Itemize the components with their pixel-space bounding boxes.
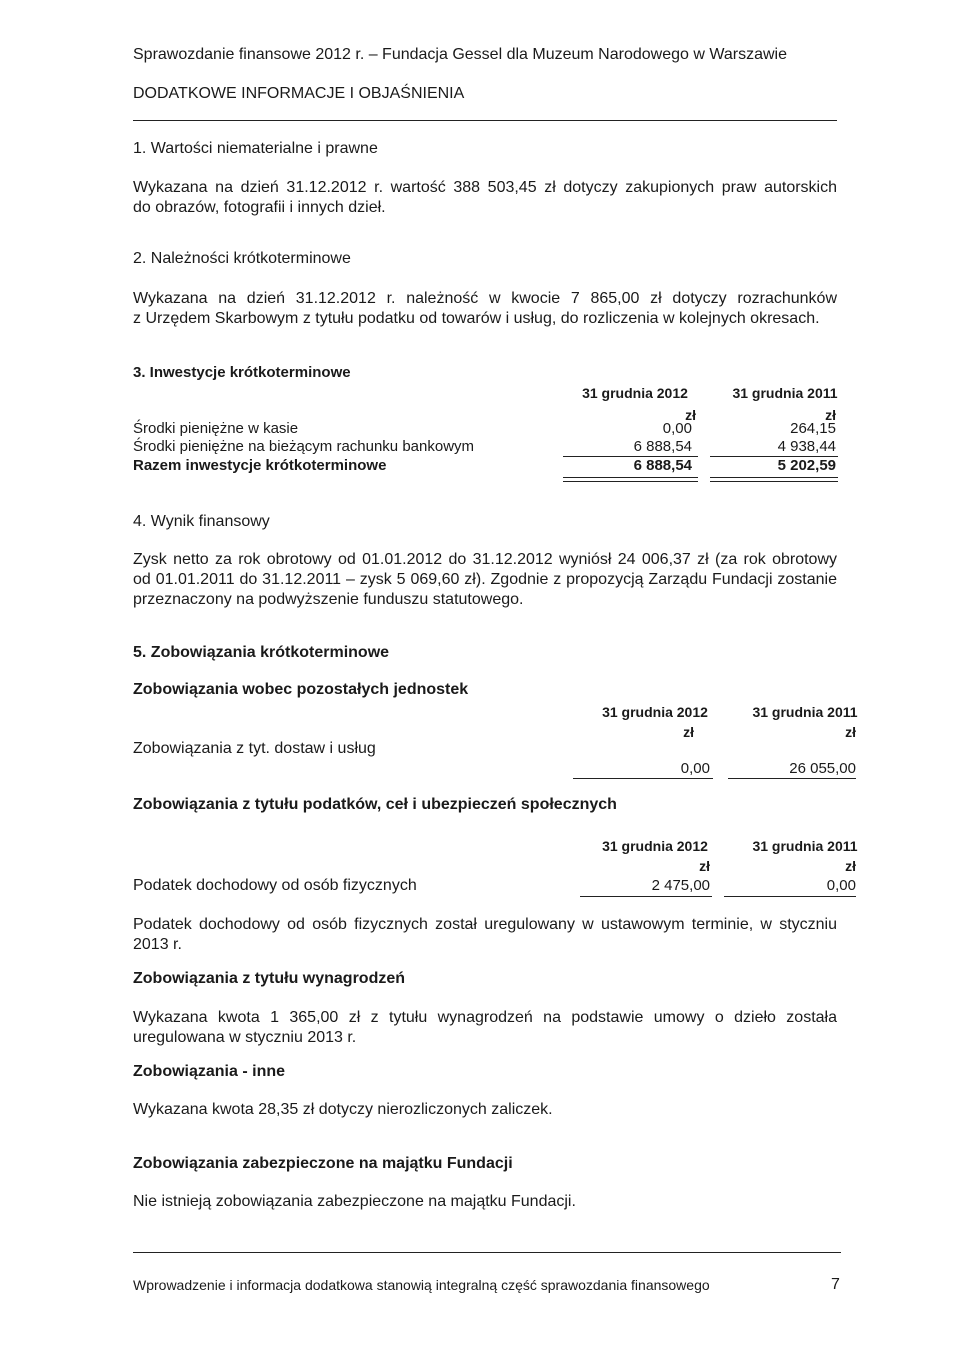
s3-total-label: Razem inwestycje krótkoterminowe (133, 457, 387, 474)
s4-heading: 4. Wynik finansowy (133, 513, 270, 530)
s3-row2-label: Środki pieniężne na bieżącym rachunku bankowym (133, 438, 475, 455)
s5-sub2-note (133, 915, 837, 955)
s2-paragraph (133, 289, 837, 329)
s5-sub2-col1-unit: zł (699, 858, 710, 874)
s1-paragraph (133, 178, 837, 218)
s3-row1-label: Środki pieniężne w kasie (133, 420, 299, 437)
s2-line1: Wykazana na dzień 31.12.2012 r. należność w kwocie 7 865,00 zł dotyczy rozrachunków (133, 290, 837, 307)
header-divider (133, 120, 837, 121)
s4-paragraph (133, 550, 837, 610)
footer-divider (133, 1252, 841, 1253)
s5-sub2-title: Zobowiązania z tytułu podatków, ceł i ubezpieczeń społecznych (133, 796, 617, 813)
document-title: Sprawozdanie finansowe 2012 r. – Fundacja Gessel dla Muzeum Narodowego w Warszawie (133, 46, 787, 63)
s3-col1-header: 31 grudnia 2012 (582, 385, 688, 401)
s3-row2-v2: 4 938,44 (777, 438, 836, 455)
s5-sub2-col1-header: 31 grudnia 2012 (602, 838, 708, 854)
s5-sub2-col2-header: 31 grudnia 2011 (752, 838, 858, 854)
s5-sub2-label: Podatek dochodowy od osób fizycznych (133, 877, 417, 894)
s5-sub1-col2-header: 31 grudnia 2011 (752, 704, 858, 720)
s3-row2-v1: 6 888,54 (633, 438, 692, 455)
s3-total-line2-col1 (563, 481, 698, 482)
s5-sub1-underline-col1 (573, 778, 713, 779)
s5-sub5-title: Zobowiązania zabezpieczone na majątku Fundacji (133, 1155, 513, 1172)
s1-line1: Wykazana na dzień 31.12.2012 r. wartość 388 503,45 zł dotyczy zakupionych praw autorskich (133, 179, 837, 196)
s3-total-v2: 5 202,59 (777, 457, 836, 474)
s5-sub1-v1: 0,00 (680, 760, 710, 777)
page-number: 7 (831, 1276, 840, 1293)
s5-heading: 5. Zobowiązania krótkoterminowe (133, 644, 390, 661)
s5-sub2-v1: 2 475,00 (651, 877, 710, 894)
s3-col1-unit: zł (685, 407, 696, 423)
footer-text: Wprowadzenie i informacja dodatkowa stanowią integralną część sprawozdania finansowego (133, 1277, 710, 1293)
s5-sub3-line1: Wykazana kwota 1 365,00 zł z tytułu wynagrodzeń na podstawie umowy o dzieło została (133, 1009, 837, 1026)
s3-row1-v2: 264,15 (790, 420, 836, 437)
s5-sub4-title: Zobowiązania - inne (133, 1063, 286, 1080)
s2-heading: 2. Należności krótkoterminowe (133, 250, 351, 267)
s3-col2-header: 31 grudnia 2011 (732, 385, 838, 401)
section-subtitle: DODATKOWE INFORMACJE I OBJAŚNIENIA (133, 85, 465, 102)
s5-sub1-v2: 26 055,00 (789, 760, 856, 777)
s3-total-v1: 6 888,54 (633, 457, 692, 474)
s5-sub1-label: Zobowiązania z tyt. dostaw i usług (133, 740, 376, 757)
s5-sub2-note-line2: 2013 r. (133, 936, 182, 953)
s5-sub1-col2-unit: zł (845, 724, 856, 740)
s4-line2: od 01.01.2011 do 31.12.2011 – zysk 5 069,60 zł). Zgodnie z propozycją Zarządu Fundacji zostanie (133, 571, 837, 588)
s5-sub3-line2: uregulowana w styczniu 2013 r. (133, 1029, 357, 1046)
s3-total-line1-col2 (710, 477, 838, 478)
s3-total-line1-col1 (563, 477, 698, 478)
s5-sub1-title: Zobowiązania wobec pozostałych jednostek (133, 681, 469, 698)
s1-heading: 1. Wartości niematerialne i prawne (133, 140, 378, 157)
s5-sub2-col2-unit: zł (845, 858, 856, 874)
s3-col2-unit: zł (825, 407, 836, 423)
s2-line2: z Urzędem Skarbowym z tytułu podatku od towarów i usług, do rozliczenia w kolejnych okresach. (133, 310, 820, 327)
s4-line1: Zysk netto za rok obrotowy od 01.01.2012 do 31.12.2012 wyniósł 24 006,37 zł (za rok obrotowy (133, 551, 837, 568)
s5-sub1-underline-col2 (728, 778, 856, 779)
s5-sub1-col1-header: 31 grudnia 2012 (602, 704, 708, 720)
s5-sub3-title: Zobowiązania z tytułu wynagrodzeń (133, 970, 406, 987)
s5-sub5-line1: Nie istnieją zobowiązania zabezpieczone na majątku Fundacji. (133, 1193, 576, 1210)
s1-line2: do obrazów, fotografii i innych dzieł. (133, 199, 386, 216)
s5-sub1-col1-unit: zł (683, 724, 694, 740)
s4-line3: przeznaczony na podwyższenie funduszu statutowego. (133, 591, 524, 608)
s5-sub2-underline-col1 (580, 896, 712, 897)
s3-heading: 3. Inwestycje krótkoterminowe (133, 364, 351, 381)
s5-sub4-line1: Wykazana kwota 28,35 zł dotyczy nierozliczonych zaliczek. (133, 1101, 553, 1118)
s3-row1-v1: 0,00 (662, 420, 692, 437)
s3-total-line2-col2 (710, 481, 838, 482)
s5-sub2-note-line1: Podatek dochodowy od osób fizycznych został uregulowany w ustawowym terminie, w styczniu (133, 916, 837, 933)
s5-sub2-underline-col2 (724, 896, 856, 897)
s5-sub3-paragraph (133, 1008, 837, 1048)
s5-sub2-v2: 0,00 (826, 877, 856, 894)
